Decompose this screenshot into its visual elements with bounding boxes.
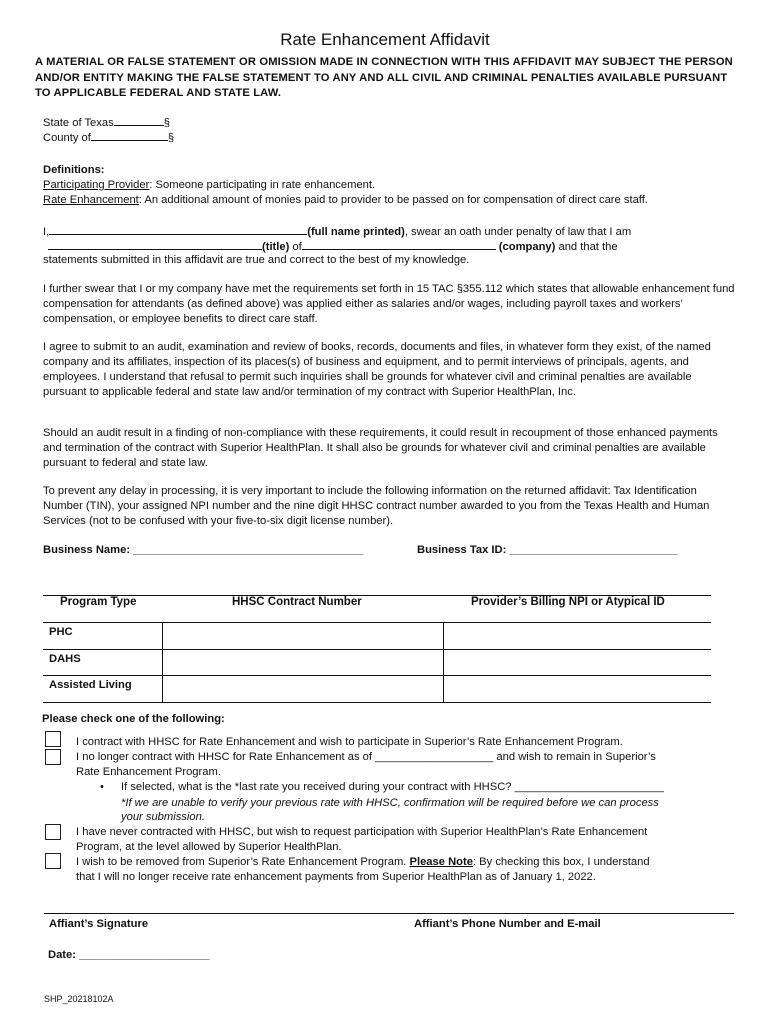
signature-line[interactable] — [44, 913, 734, 914]
business-name-field[interactable]: Business Name: _____________________________________ — [43, 544, 364, 556]
table-divider — [443, 622, 444, 702]
option-remove-text: : By checking this box, I understand — [472, 856, 650, 868]
company-blank[interactable] — [302, 238, 496, 250]
assisted-living-contract-cell[interactable] — [164, 677, 442, 701]
oath-of: of — [289, 241, 302, 253]
oath-prefix: I, — [43, 226, 50, 238]
title-label: (title) — [262, 241, 290, 253]
header-hhsc-contract-number: HHSC Contract Number — [232, 596, 362, 608]
form-id: SHP_20218102A — [44, 994, 114, 1004]
checklist-heading: Please check one of the following: — [42, 713, 225, 725]
county-line — [43, 129, 174, 146]
county-blank[interactable] — [91, 129, 168, 141]
bullet-icon: • — [100, 781, 104, 793]
table-row-phc: PHC — [49, 626, 73, 638]
title-blank[interactable] — [48, 238, 262, 250]
assisted-living-npi-cell[interactable] — [445, 677, 710, 701]
table-rule — [43, 702, 711, 703]
definition-rate-enhancement — [43, 193, 648, 208]
definition-participating-provider — [43, 178, 375, 193]
header-billing-npi: Provider’s Billing NPI or Atypical ID — [471, 596, 665, 608]
section-symbol: § — [163, 117, 170, 129]
term: Participating Provider — [43, 179, 150, 191]
checkbox-remove[interactable] — [45, 853, 61, 869]
last-rate-question[interactable]: If selected, what is the *last rate you received during your contract with HHSC? ________________________ — [121, 781, 664, 793]
compliance-paragraph: I further swear that I or my company have met the requirements set forth in 15 TAC §355.112 which states that allowable enhancement fund compensation for attendants (as defined above) was applied either as salaries and/or wages, including payroll taxes and workers’ compensation, or employee benefits to direct care staff. — [43, 283, 735, 325]
oath-line-3: statements submitted in this affidavit are true and correct to the best of my knowledge. — [43, 254, 470, 266]
option-no-longer-contract: I no longer contract with HHSC for Rate Enhancement as of ___________________ and wish to remain in Superior’s — [76, 751, 656, 763]
table-divider — [162, 622, 163, 702]
option-never-contracted-cont: Program, at the level allowed by Superior HealthPlan. — [76, 841, 342, 853]
checkbox-participate[interactable] — [45, 731, 61, 747]
table-rule — [43, 622, 711, 623]
option-never-contracted: I have never contracted with HHSC, but wish to request participation with Superior HealthPlan’s Rate Enhancement — [76, 826, 648, 838]
dahs-npi-cell[interactable] — [445, 651, 710, 674]
noncompliance-paragraph: Should an audit result in a finding of non-compliance with these requirements, it could result in recoupment of those enhanced payments and termination of the contract with Superior HealthPlan. It shall also be grounds for whatever civil and criminal penalties are available pursuant to federal and state law. — [43, 427, 718, 469]
option-remove-cont: that I will no longer receive rate enhancement payments from Superior HealthPlan as of January 1, 2022. — [76, 871, 596, 883]
oath-text: and that the — [555, 241, 618, 253]
table-rule — [43, 675, 711, 676]
audit-paragraph: I agree to submit to an audit, examination and review of books, records, documents and files, in whatever form they exist, of the named company and its affiliates, inspection of its places(s) of business and equipment, and to permit interviews of principals, agents, and employees. I understand that refusal to permit such inquiries shall be grounds for whatever civil and criminal penalties are available pursuant to applicable federal and state law and/or termination of my contract with Superior HealthPlan, Inc. — [43, 341, 711, 398]
document-title: Rate Enhancement Affidavit — [280, 30, 490, 49]
header-program-type: Program Type — [60, 596, 137, 608]
definition: : Someone participating in rate enhancement. — [149, 179, 376, 191]
affiant-phone-email-label: Affiant’s Phone Number and E-mail — [414, 918, 601, 930]
affiant-signature-label: Affiant’s Signature — [49, 918, 149, 930]
definition: : An additional amount of monies paid to provider to be passed on for compensation of direct care staff. — [138, 194, 648, 206]
phc-contract-cell[interactable] — [164, 624, 442, 648]
state-label: State of Texas — [43, 117, 114, 129]
table-row-dahs: DAHS — [49, 653, 81, 665]
term: Rate Enhancement — [43, 194, 139, 206]
county-label: County of — [43, 132, 91, 144]
option-no-longer-contract-cont: Rate Enhancement Program. — [76, 766, 221, 778]
checkbox-no-longer-contract[interactable] — [45, 749, 61, 765]
state-blank[interactable] — [114, 114, 164, 126]
company-label: (company) — [498, 241, 556, 253]
table-rule — [43, 649, 711, 650]
full-name-blank[interactable] — [49, 223, 307, 235]
verification-note: *If we are unable to verify your previous rate with HHSC, confirmation will be required before we can process — [121, 797, 659, 809]
please-note-label: Please Note — [409, 856, 473, 868]
business-tax-id-field[interactable]: Business Tax ID: ___________________________ — [417, 544, 678, 556]
date-field[interactable]: Date: _____________________ — [48, 949, 210, 961]
definitions-heading: Definitions: — [43, 164, 105, 176]
option-remove — [76, 855, 650, 870]
full-name-label: (full name printed) — [307, 226, 405, 238]
checkbox-never-contracted[interactable] — [45, 824, 61, 840]
phc-npi-cell[interactable] — [445, 624, 710, 648]
processing-paragraph: To prevent any delay in processing, it is very important to include the following information on the returned affidavit: Tax Identification Number (TIN), your assigned NPI number and the nine digit HHSC contract number awarded to you from the Texas Health and Human Services (not to be confused with your five-to-six digit license number). — [43, 485, 710, 527]
option-participate: I contract with HHSC for Rate Enhancement and wish to participate in Superior’s Rate Enhancement Program. — [76, 736, 623, 748]
dahs-contract-cell[interactable] — [164, 651, 442, 674]
program-table — [43, 595, 711, 623]
oath-text: , swear an oath under penalty of law that I am — [404, 226, 632, 238]
option-remove-text: I wish to be removed from Superior’s Rate Enhancement Program. — [76, 856, 410, 868]
table-row-assisted-living: Assisted Living — [49, 679, 132, 691]
legal-warning: A MATERIAL OR FALSE STATEMENT OR OMISSION MADE IN CONNECTION WITH THIS AFFIDAVIT MAY SUBJECT THE PERSON AND/OR ENTITY MAKING THE FALSE STATEMENT TO ANY AND ALL CIVIL AND CRIMINAL PENALTIES AVAILABLE PURSUANT TO APPLICABLE FEDERAL AND STATE LAW. — [35, 56, 733, 99]
verification-note-cont: your submission. — [121, 811, 205, 823]
section-symbol: § — [167, 132, 175, 144]
